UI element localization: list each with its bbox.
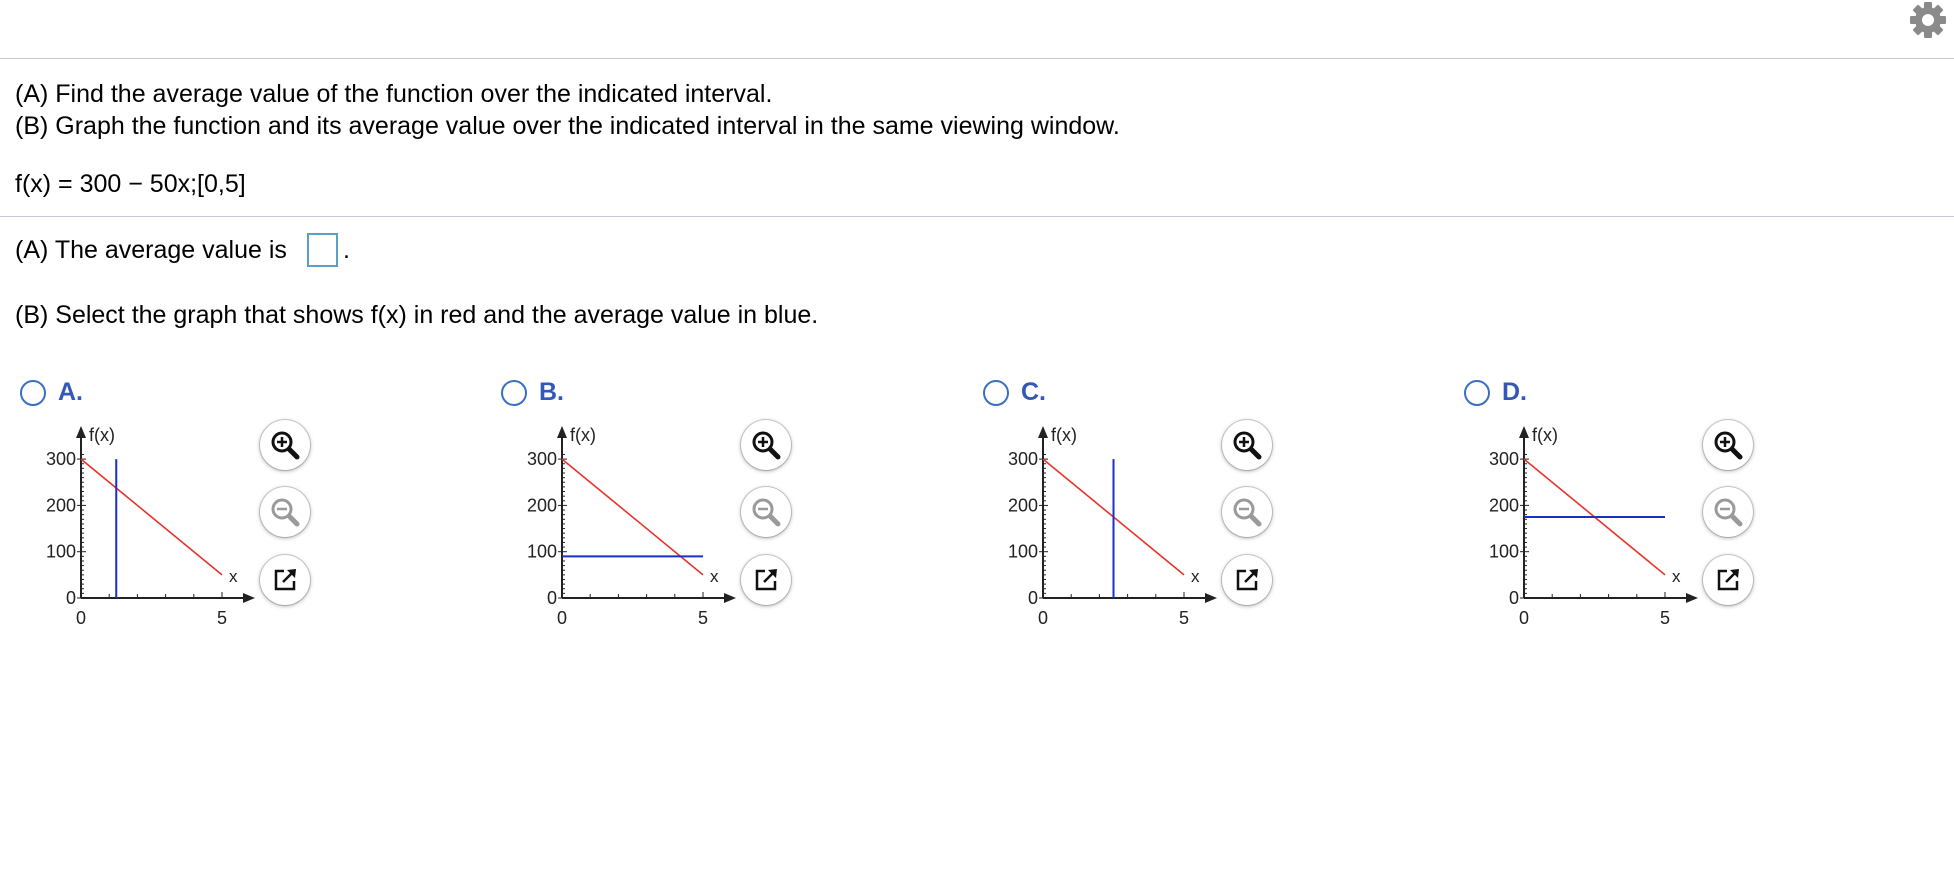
x-axis-title: x [1191, 567, 1200, 586]
settings-gear-icon[interactable] [1908, 0, 1948, 40]
zoom-out-icon [741, 487, 791, 537]
y-axis-arrow [1519, 426, 1529, 438]
popout-button-a[interactable] [260, 555, 310, 605]
x-tick-label: 0 [1037, 608, 1049, 628]
question-divider [0, 216, 1954, 217]
zoom-out-icon [1703, 487, 1753, 537]
popout-icon [1703, 555, 1753, 605]
average-value-input[interactable] [307, 233, 338, 267]
question-line-a: (A) Find the average value of the function over the indicated interval. [15, 80, 773, 108]
zoom-out-button-a[interactable] [260, 487, 310, 537]
x-tick-label: 5 [1659, 608, 1671, 628]
popout-button-b[interactable] [741, 555, 791, 605]
zoom-in-button-a[interactable] [260, 420, 310, 470]
zoom-out-button-c[interactable] [1222, 487, 1272, 537]
x-tick-label: 5 [216, 608, 228, 628]
x-axis-title: x [710, 567, 719, 586]
graph-c [987, 420, 1237, 640]
option-b-label: B. [539, 378, 564, 406]
popout-icon [741, 555, 791, 605]
part-a-suffix: . [343, 236, 350, 264]
option-c-label: C. [1021, 378, 1046, 406]
y-tick-label: 300 [1007, 449, 1038, 470]
radio-button-c[interactable] [983, 380, 1009, 406]
part-a-prefix: (A) The average value is [15, 236, 287, 264]
zoom-out-icon [260, 487, 310, 537]
header-divider [0, 58, 1954, 59]
y-axis-arrow [1038, 426, 1048, 438]
y-tick-label: 100 [45, 541, 76, 562]
x-tick-label: 0 [75, 608, 87, 628]
y-tick-label: 300 [1488, 449, 1519, 470]
y-axis-title: f(x) [570, 425, 596, 445]
zoom-out-button-b[interactable] [741, 487, 791, 537]
x-axis-title: x [1672, 567, 1681, 586]
popout-icon [1222, 555, 1272, 605]
radio-button-d[interactable] [1464, 380, 1490, 406]
radio-button-a[interactable] [20, 380, 46, 406]
option-d-label: D. [1502, 378, 1527, 406]
y-axis-arrow [557, 426, 567, 438]
chart-svg [506, 420, 756, 640]
function-line [562, 459, 703, 575]
graph-d [1468, 420, 1718, 640]
x-tick-label: 0 [556, 608, 568, 628]
y-tick-label: 200 [45, 495, 76, 516]
y-tick-label: 0 [546, 588, 557, 608]
part-b-prompt: (B) Select the graph that shows f(x) in red and the average value in blue. [15, 301, 819, 329]
graph-b [506, 420, 756, 640]
zoom-in-button-c[interactable] [1222, 420, 1272, 470]
y-axis-title: f(x) [1051, 425, 1077, 445]
popout-icon [260, 555, 310, 605]
function-line [81, 459, 222, 575]
x-axis-arrow [1205, 593, 1217, 603]
popout-button-c[interactable] [1222, 555, 1272, 605]
y-tick-label: 0 [65, 588, 76, 608]
function-definition: f(x) = 300 − 50x;[0,5] [15, 170, 246, 198]
popout-button-d[interactable] [1703, 555, 1753, 605]
y-tick-label: 0 [1027, 588, 1038, 608]
option-a-label: A. [58, 378, 83, 406]
zoom-in-icon [260, 420, 310, 470]
zoom-in-icon [1703, 420, 1753, 470]
x-axis-arrow [243, 593, 255, 603]
zoom-in-icon [1222, 420, 1272, 470]
zoom-in-button-d[interactable] [1703, 420, 1753, 470]
y-axis-arrow [76, 426, 86, 438]
y-axis-title: f(x) [1532, 425, 1558, 445]
chart-svg [1468, 420, 1718, 640]
chart-svg [25, 420, 275, 640]
radio-button-b[interactable] [501, 380, 527, 406]
y-tick-label: 0 [1508, 588, 1519, 608]
y-tick-label: 200 [1007, 495, 1038, 516]
x-axis-arrow [1686, 593, 1698, 603]
y-tick-label: 200 [526, 495, 557, 516]
zoom-in-icon [741, 420, 791, 470]
zoom-in-button-b[interactable] [741, 420, 791, 470]
y-tick-label: 100 [1488, 541, 1519, 562]
chart-svg [987, 420, 1237, 640]
zoom-out-button-d[interactable] [1703, 487, 1753, 537]
graph-a [25, 420, 275, 640]
x-tick-label: 5 [1178, 608, 1190, 628]
y-tick-label: 100 [526, 541, 557, 562]
y-tick-label: 200 [1488, 495, 1519, 516]
x-tick-label: 5 [697, 608, 709, 628]
y-tick-label: 300 [45, 449, 76, 470]
x-axis-arrow [724, 593, 736, 603]
y-axis-title: f(x) [89, 425, 115, 445]
x-axis-title: x [229, 567, 238, 586]
y-tick-label: 300 [526, 449, 557, 470]
x-tick-label: 0 [1518, 608, 1530, 628]
y-tick-label: 100 [1007, 541, 1038, 562]
zoom-out-icon [1222, 487, 1272, 537]
question-line-b: (B) Graph the function and its average value over the indicated interval in the same viewing window. [15, 112, 1120, 140]
